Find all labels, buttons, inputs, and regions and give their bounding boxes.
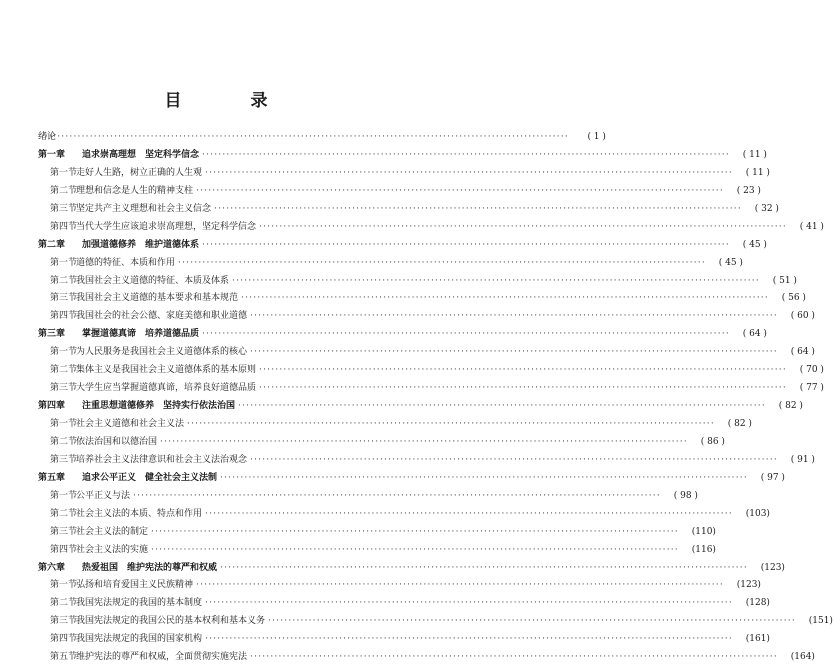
- toc-entry-title: 弘扬和培育爱国主义民族精神: [76, 580, 194, 591]
- toc-entry-title: 坚定共产主义理想和社会主义信念: [76, 203, 212, 214]
- toc-entry-title: 公平正义与法: [76, 490, 131, 501]
- toc-entry-title: 加强道德修养 维护道德体系: [82, 239, 200, 250]
- toc-page-number: (123): [760, 562, 785, 573]
- toc-entry-title: 当代大学生应该追求崇高理想，坚定科学信念: [76, 221, 257, 232]
- toc-page-number: ( 11 ): [745, 167, 770, 178]
- toc-section-row: [38, 506, 770, 524]
- toc-page-number: ( 64 ): [742, 329, 767, 340]
- toc-page-number: ( 86 ): [700, 436, 725, 447]
- toc-page-number: (161): [745, 634, 770, 645]
- toc-page-number: ( 82 ): [778, 401, 803, 412]
- toc-leader-dots: [41, 129, 569, 147]
- toc-entry-label: 第一章: [38, 149, 66, 160]
- toc-leader-dots: [151, 524, 679, 542]
- toc-leader-dots: [238, 398, 766, 416]
- toc-entry-label: 第二节: [50, 508, 78, 519]
- toc-entry-label: 第二节: [50, 185, 78, 196]
- toc-entry-title: 追求公平正义 健全社会主义法制: [82, 472, 218, 483]
- toc-section-row: [38, 219, 824, 237]
- toc-leader-dots: [202, 237, 730, 255]
- toc-entry-label: 第一节: [50, 167, 78, 178]
- toc-entry-title: 理想和信念是人生的精神支柱: [76, 185, 194, 196]
- toc-leader-dots: [259, 380, 787, 398]
- toc-leader-dots: [259, 362, 787, 380]
- toc-entry-title: 我国宪法规定的我国的国家机构: [76, 634, 203, 645]
- toc-leader-dots: [205, 165, 733, 183]
- toc-entry-title: 热爱祖国 维护宪法的尊严和权威: [82, 562, 218, 573]
- toc-entry-title: 我国宪法规定的我国公民的基本权利和基本义务: [76, 616, 266, 627]
- toc-entry-title: 集体主义是我国社会主义道德体系的基本原则: [76, 365, 257, 376]
- toc-section-row: [38, 416, 752, 434]
- toc-entry-label: 第四节: [50, 311, 78, 322]
- toc-section-row: [38, 434, 725, 452]
- toc-page-number: (110): [691, 526, 716, 537]
- toc-chapter-row: [38, 560, 785, 578]
- toc-entry-label: 第二节: [50, 275, 78, 286]
- toc-leader-dots: [133, 488, 661, 506]
- toc-leader-dots: [220, 560, 748, 578]
- toc-page-number: ( 51 ): [772, 275, 797, 286]
- toc-page-number: ( 98 ): [673, 490, 698, 501]
- toc-section-row: [38, 201, 779, 219]
- toc-entry-label: 第三节: [50, 616, 78, 627]
- toc-entry-title: 社会主义法的实施: [76, 544, 149, 555]
- toc-page-number: ( 97 ): [760, 472, 785, 483]
- toc-page-number: ( 70 ): [799, 365, 824, 376]
- toc-leader-dots: [160, 434, 688, 452]
- toc-leader-dots: [205, 595, 733, 613]
- toc-page-number: ( 82 ): [727, 419, 752, 429]
- toc-section-row: [38, 577, 761, 595]
- toc-entry-label: 第二章: [38, 239, 66, 250]
- toc-leader-dots: [259, 219, 787, 237]
- toc-entry-title: 我国社会主义道德的特征、本质及体系: [76, 275, 230, 286]
- page-title: 目 录: [164, 91, 294, 111]
- toc-leader-dots: [196, 577, 724, 595]
- toc-leader-dots: [205, 506, 733, 524]
- toc-page-number: ( 23 ): [736, 185, 761, 196]
- toc-page-number: ( 45 ): [718, 257, 743, 268]
- toc-entry-title: 掌握道德真谛 培养道德品质: [82, 329, 200, 340]
- toc-section-row: [38, 165, 770, 183]
- toc-entry-label: 第四节: [50, 221, 78, 232]
- toc-entry-title: 我国社会的社会公德、家庭美德和职业道德: [76, 311, 248, 322]
- toc-section-row: [38, 362, 824, 380]
- toc-entry-label: 第四节: [50, 634, 78, 645]
- toc-section-row: [38, 631, 770, 649]
- toc-entry-title: 培养社会主义法律意识和社会主义法治观念: [76, 454, 248, 465]
- toc-leader-dots: [196, 183, 724, 201]
- toc-entry-title: 我国宪法规定的我国的基本制度: [76, 598, 203, 609]
- toc-entry-label: 第三章: [38, 329, 66, 340]
- toc-page-number: ( 56 ): [781, 293, 806, 304]
- toc-section-row: [38, 595, 770, 613]
- toc-section-row: [38, 255, 743, 273]
- toc-entry-title: 走好人生路，树立正确的人生观: [76, 167, 203, 178]
- toc-section-row: [38, 290, 806, 308]
- toc-entry-label: 第一节: [50, 580, 78, 591]
- toc-page-number: (103): [745, 508, 770, 519]
- toc-leader-dots: [178, 255, 706, 273]
- toc-entry-label: 第一节: [50, 419, 78, 429]
- toc-leader-dots: [202, 147, 730, 165]
- toc-leader-dots: [232, 273, 760, 291]
- toc-entry-label: 第二节: [50, 436, 78, 447]
- toc-page-number: (116): [691, 544, 716, 555]
- toc-leader-dots: [250, 344, 778, 362]
- toc-entry-title: 我国社会主义道德的基本要求和基本规范: [76, 293, 239, 304]
- toc-entry-label: 第三节: [50, 526, 78, 537]
- toc-page-number: ( 64 ): [790, 347, 815, 358]
- toc-leader-dots: [220, 470, 748, 488]
- toc-page-number: (128): [745, 598, 770, 609]
- toc-chapter-row: [38, 326, 767, 344]
- toc-entry-title: 追求崇高理想 坚定科学信念: [82, 149, 200, 160]
- toc-leader-dots: [241, 290, 769, 308]
- toc-page-number: (151): [808, 616, 833, 627]
- toc-leader-dots: [250, 452, 778, 470]
- toc-leader-dots: [205, 631, 733, 649]
- toc-page-number: (123): [736, 580, 761, 591]
- toc-page-number: ( 45 ): [742, 239, 767, 250]
- toc-entry-label: 第二节: [50, 365, 78, 376]
- toc-section-row: [38, 344, 815, 362]
- toc-page-number: ( 11 ): [742, 149, 767, 160]
- toc-section-row: [38, 613, 833, 631]
- toc-entry-label: 第六章: [38, 562, 66, 573]
- toc-entry-title: 为人民服务是我国社会主义道德体系的核心: [76, 347, 248, 358]
- toc-leader-dots: [151, 542, 679, 560]
- toc-entry-title: 社会主义法的本质、特点和作用: [76, 508, 203, 519]
- toc-leader-dots: [214, 201, 742, 219]
- toc-entry-title: 维护宪法的尊严和权威，全面贯彻实施宪法: [76, 652, 248, 663]
- toc-entry-title: 大学生应当掌握道德真谛，培养良好道德品质: [76, 383, 257, 394]
- toc-section-row: [38, 524, 716, 542]
- toc-entry-label: 第三节: [50, 454, 78, 465]
- toc-entry-title: 社会主义法的制定: [76, 526, 149, 537]
- toc-section-row: [38, 488, 698, 506]
- toc-entry-title: 依法治国和以德治国: [76, 436, 158, 447]
- toc-entry-label: 第二节: [50, 598, 78, 609]
- toc-section-row: [38, 380, 824, 398]
- toc-intro-row: 绪论 ····· ( 1 ): [38, 129, 394, 147]
- toc-page-number: ( 32 ): [754, 203, 779, 214]
- toc-entry-title: 注重思想道德修养 坚持实行依法治国: [82, 401, 236, 412]
- toc-entry-label: 第一节: [50, 490, 78, 501]
- toc-chapter-row: [38, 470, 785, 488]
- toc-entry-label: 第三节: [50, 383, 78, 394]
- toc-section-row: [38, 542, 716, 560]
- toc-page-number: ( 1 ): [587, 132, 606, 142]
- toc-page-number: (164): [790, 652, 815, 663]
- toc-entry-label: 第三节: [50, 203, 78, 214]
- toc-leader-dots: [250, 308, 778, 326]
- toc-entry-label: 第三节: [50, 293, 78, 304]
- toc-section-row: [38, 649, 815, 667]
- toc-chapter-row: [38, 147, 767, 165]
- toc-page-number: ( 91 ): [790, 454, 815, 465]
- toc-entry-label: 第四节: [50, 544, 78, 555]
- table-of-contents: [38, 129, 833, 667]
- toc-leader-dots: [187, 416, 715, 434]
- toc-leader-dots: [250, 649, 778, 667]
- toc-section-row: [38, 273, 797, 291]
- toc-chapter-row: [38, 398, 803, 416]
- toc-page-number: ( 77 ): [799, 383, 824, 394]
- toc-chapter-row: [38, 237, 767, 255]
- toc-section-row: [38, 452, 815, 470]
- toc-entry-label: 第一节: [50, 347, 78, 358]
- toc-entry-label: 第五节: [50, 652, 78, 663]
- toc-section-row: [38, 308, 815, 326]
- toc-entry-label: 第四章: [38, 401, 66, 412]
- toc-entry-title: 社会主义道德和社会主义法: [76, 419, 185, 429]
- toc-entry-label: 第一节: [50, 257, 78, 268]
- toc-entry-label: 第五章: [38, 472, 66, 483]
- toc-section-row: [38, 183, 761, 201]
- toc-entry-title: 道德的特征、本质和作用: [76, 257, 176, 268]
- toc-page-number: ( 41 ): [799, 221, 824, 232]
- toc-page-number: ( 60 ): [790, 311, 815, 322]
- toc-leader-dots: [268, 613, 796, 631]
- toc-leader-dots: [202, 326, 730, 344]
